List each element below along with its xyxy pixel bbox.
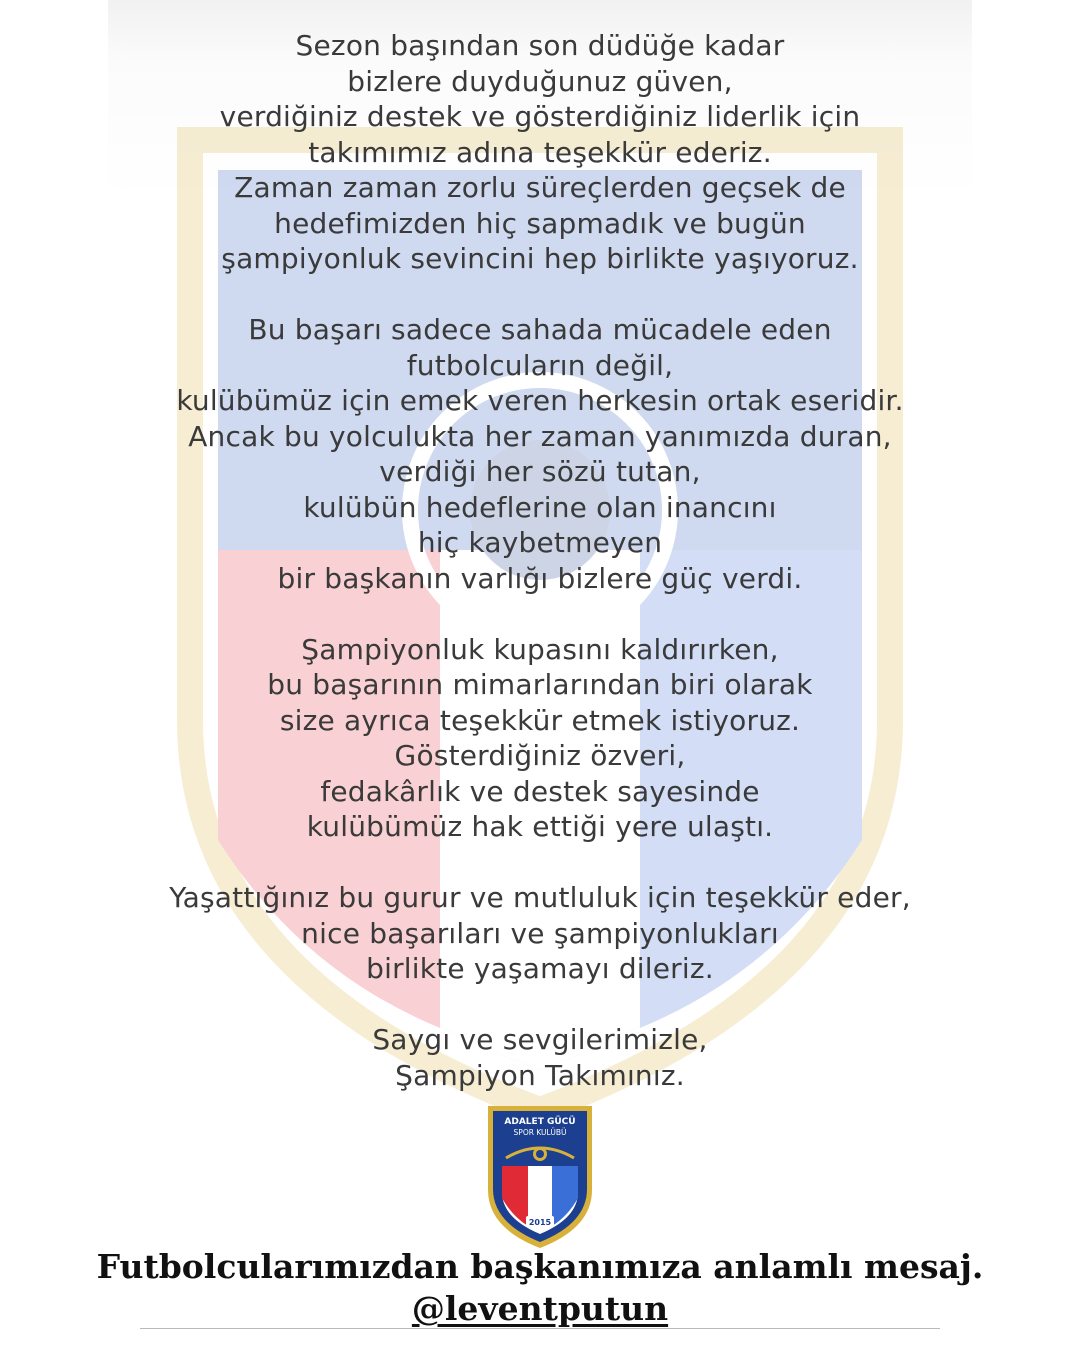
- mention-link[interactable]: @leventputun: [411, 1289, 669, 1328]
- letter-paragraph-1: [108, 28, 972, 277]
- letter-line: şampiyonluk sevincini hep birlikte yaşıyoruz.: [221, 242, 859, 275]
- divider-line: [140, 1328, 940, 1329]
- letter-line: futbolcuların değil,: [406, 348, 674, 382]
- letter-line: verdiği her sözü tutan,: [379, 455, 701, 488]
- letter-line: bizlere duyduğunuz güven,: [347, 64, 733, 98]
- crest-name-bottom: SPOR KULÜBÜ: [513, 1128, 567, 1137]
- letter-line: Ancak bu yolculukta her zaman yanımızda duran,: [188, 419, 892, 453]
- letter-line: Gösterdiğiniz özveri,: [394, 739, 686, 772]
- letter-line: Şampiyon Takımınız.: [395, 1058, 685, 1092]
- caption-text: Futbolcularımızdan başkanımıza anlamlı mesaj.: [96, 1247, 984, 1286]
- letter-line: Saygı ve sevgilerimizle,: [372, 1023, 708, 1056]
- letter-line: bir başkanın varlığı bizlere güç verdi.: [277, 561, 803, 595]
- letter-line: verdiğiniz destek ve gösterdiğiniz liderlik için: [219, 100, 861, 133]
- letter-paragraph-2: [108, 312, 972, 596]
- letter-line: birlikte yaşamayı dileriz.: [366, 952, 714, 985]
- letter-line: size ayrıca teşekkür etmek istiyoruz.: [279, 703, 801, 737]
- letter-line: Şampiyonluk kupasını kaldırırken,: [301, 632, 779, 666]
- letter-line: hedefimizden hiç sapmadık ve bugün: [274, 206, 806, 240]
- letter-line: kulübün hedeflerine olan inancını: [303, 490, 777, 524]
- letter-line: nice başarıları ve şampiyonlukları: [301, 916, 779, 950]
- letter-text: [108, 28, 972, 1129]
- letter-line: takımımız adına teşekkür ederiz.: [308, 135, 772, 169]
- letter-line: kulübümüz için emek veren herkesin ortak eseridir.: [176, 384, 904, 417]
- letter-line: Zaman zaman zorlu süreçlerden geçsek de: [234, 171, 846, 204]
- letter-line: Yaşattığınız bu gurur ve mutluluk için teşekkür eder,: [169, 881, 911, 914]
- crest-name-top: ADALET GÜCÜ: [504, 1117, 576, 1127]
- letter-paragraph-3: [108, 632, 972, 845]
- crest-year: 2015: [528, 1218, 552, 1227]
- letter-line: fedakârlık ve destek sayesinde: [320, 774, 760, 808]
- letter-paragraph-4: [108, 880, 972, 987]
- club-crest-icon: [484, 1102, 596, 1250]
- letter-signature: [108, 1022, 972, 1093]
- letter-line: bu başarının mimarlarından biri olarak: [267, 668, 813, 701]
- letter-line: kulübümüz hak ettiği yere ulaştı.: [306, 810, 774, 843]
- letter-line: hiç kaybetmeyen: [417, 526, 663, 559]
- letter-line: Bu başarı sadece sahada mücadele eden: [248, 313, 832, 346]
- story-caption: [0, 1246, 1080, 1330]
- letter-line: Sezon başından son düdüğe kadar: [295, 29, 785, 62]
